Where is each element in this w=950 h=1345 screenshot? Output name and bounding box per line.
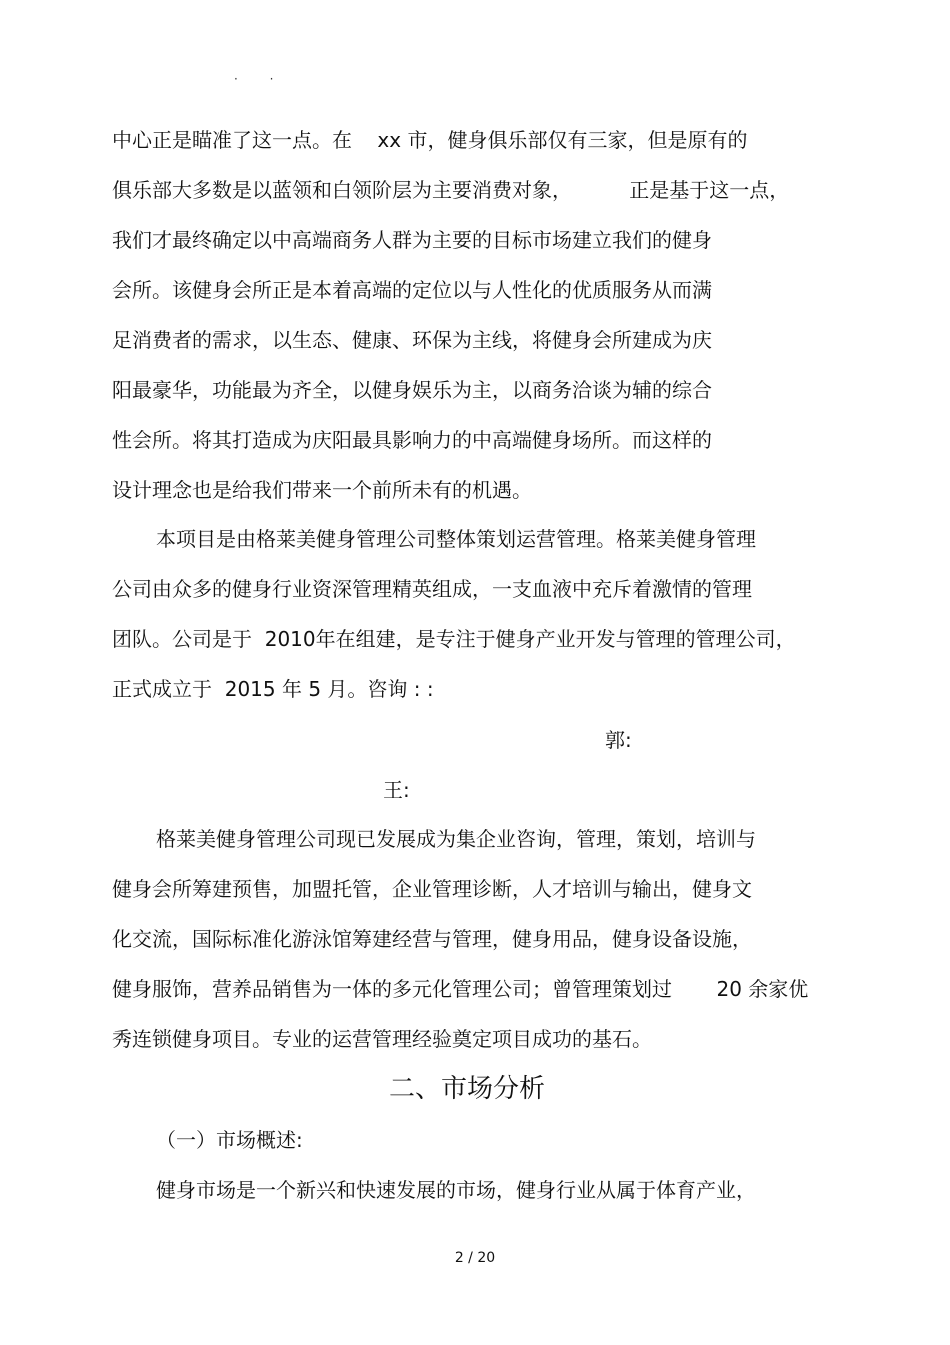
paragraph-line: 性会所。将其打造成为庆阳最具影响力的中高端健身场所。而这样的: [112, 428, 712, 452]
paragraph-line: 阳最豪华，功能最为齐全，以健身娱乐为主，以商务洽谈为辅的综合: [112, 378, 712, 402]
paragraph-line: 健身会所筹建预售，加盟托管，企业管理诊断，人才培训与输出，健身文: [112, 877, 752, 901]
paragraph-line: 中心正是瞄准了这一点。在 xx 市，健身俱乐部仅有三家，但是原有的: [112, 128, 748, 152]
paragraph-line: 健身市场是一个新兴和快速发展的市场，健身行业从属于体育产业，: [156, 1178, 756, 1202]
section-heading: 二、市场分析: [389, 1074, 546, 1104]
paragraph-line: 设计理念也是给我们带来一个前所未有的机遇。: [112, 478, 532, 502]
contact-guo: 郭:: [605, 728, 632, 752]
paragraph-line: 格莱美健身管理公司现已发展成为集企业咨询，管理，策划，培训与: [156, 827, 756, 851]
paragraph-line: 公司由众多的健身行业资深管理精英组成，一支血液中充斥着激情的管理: [112, 577, 752, 601]
paragraph-line: 化交流，国际标准化游泳馆筹建经营与管理，健身用品，健身设备设施，: [112, 927, 752, 951]
page-number: 2 / 20: [454, 1250, 496, 1266]
paragraph-line: 我们才最终确定以中高端商务人群为主要的目标市场建立我们的健身: [112, 228, 712, 252]
paragraph-line: 会所。该健身会所正是本着高端的定位以与人性化的优质服务从而满: [112, 278, 712, 302]
header-marks: · ·: [234, 72, 288, 86]
paragraph-line: 秀连锁健身项目。专业的运营管理经验奠定项目成功的基石。: [112, 1027, 652, 1051]
paragraph-line: 健身服饰，营养品销售为一体的多元化管理公司；曾管理策划过 20 余家优: [112, 977, 809, 1001]
paragraph-line: 团队。公司是于 2010年在组建，是专注于健身产业开发与管理的管理公司，: [112, 627, 796, 651]
paragraph-line: 正式成立于 2015 年 5 月。咨询 : :: [112, 677, 434, 701]
paragraph-line: 俱乐部大多数是以蓝领和白领阶层为主要消费对象， 正是基于这一点，: [112, 178, 790, 202]
contact-wang: 王:: [383, 778, 410, 802]
subsection-heading: （一）市场概述:: [156, 1128, 303, 1152]
paragraph-line: 本项目是由格莱美健身管理公司整体策划运营管理。格莱美健身管理: [156, 527, 756, 551]
paragraph-line: 足消费者的需求，以生态、健康、环保为主线，将健身会所建成为庆: [112, 328, 712, 352]
